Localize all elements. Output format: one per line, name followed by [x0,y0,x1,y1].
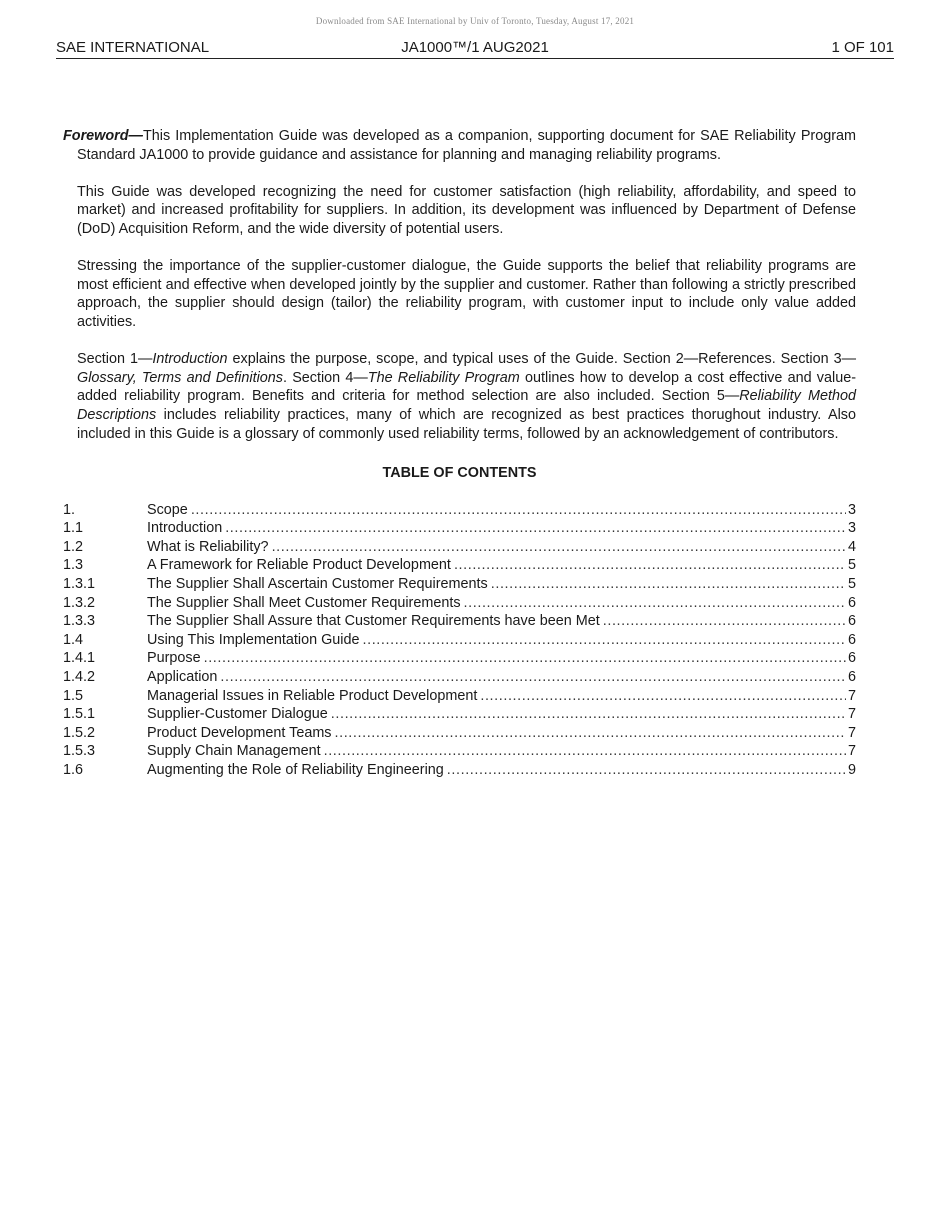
toc-entry-number: 1.6 [63,762,84,778]
toc-entry[interactable] [63,612,856,631]
toc-entry-number: 1.4 [63,631,84,648]
toc-entry-number: 1.3.1 [63,576,96,593]
toc-entry-page: 3 [847,520,856,537]
toc-dot-leader [603,612,846,631]
toc-entry-page: 6 [847,650,856,667]
toc-entry-title: The Supplier Shall Ascertain Customer Requirements [147,576,488,593]
toc-entry-title: Introduction [147,520,223,537]
toc-entry-title: Product Development Teams [147,724,332,741]
toc-dot-leader [324,742,846,761]
toc-entry-title: Scope [147,501,188,518]
toc-entry[interactable] [63,501,856,520]
toc-dot-leader [335,724,846,743]
toc-entry-page: 5 [847,576,856,593]
toc-entry-number: 1.5 [63,687,84,704]
toc-dot-leader [272,538,846,557]
section-1-title: Introduction [152,351,228,368]
toc-entry-page: 6 [847,613,856,630]
toc-entry[interactable] [63,668,856,687]
section-3-suffix: . Section 4— [282,369,368,386]
toc-entry[interactable] [63,705,856,724]
toc-entry[interactable] [63,538,856,557]
toc-entry-number: 1.4.1 [63,650,96,667]
toc-dot-leader [363,631,846,650]
toc-entry-title: The Supplier Shall Assure that Customer Requirements have been Met [147,613,600,630]
toc-entry-number: 1.1 [63,520,84,537]
toc-entry-page: 7 [847,743,856,760]
foreword-paragraph-3: Stressing the importance of the supplier-customer dialogue, the Guide supports the belief that reliability programs are most efficient and effective when developed jointly by the supplier and customer. Rather than following a strictly prescribed approach, the supplier should design (tailor) the reliability program, with customer input to include only value added activities. [77,258,856,330]
toc-entry-page: 7 [847,724,856,741]
toc-entry-number: 1.5.2 [63,724,96,741]
toc-entry[interactable] [63,761,856,780]
toc-entry[interactable] [63,594,856,613]
toc-entry-page: 7 [847,706,856,723]
section-5-description: includes reliability practices, many of which are recognized as best practices thorughout industry. Also included in this Guide is a glossary of commonly used reliability terms, followed by an acknowledgement of contributors. [77,406,856,442]
toc-entry[interactable] [63,724,856,743]
header-page-number: 1 OF 101 [831,39,894,56]
toc-dot-leader [454,556,846,575]
toc-entry[interactable] [63,631,856,650]
toc-entry-page: 4 [847,538,856,555]
toc-entry-title: Using This Implementation Guide [147,631,360,648]
page-header [56,38,894,59]
foreword-paragraph-1 [63,127,856,164]
toc-entry-number: 1. [63,501,76,518]
section-3-title: Glossary, Terms and Definitions [77,369,283,386]
toc-entry-title: Supply Chain Management [147,743,321,760]
toc-entry-number: 1.3.2 [63,594,96,611]
toc-entry[interactable] [63,575,856,594]
toc-dot-leader [480,687,846,706]
toc-entry-title: Augmenting the Role of Reliability Engineering [147,762,444,778]
foreword-paragraph-2: This Guide was developed recognizing the need for customer satisfaction (high reliability, affordability, and speed to market) and increased profitability for suppliers. In addition, its development was influenced by Department of Defense (DoD) Acquisition Reform, and the wide diversity of potential users. [77,183,856,237]
document-body [63,127,856,780]
toc-entry[interactable] [63,519,856,538]
toc-list [63,501,856,780]
toc-dot-leader [447,761,846,780]
toc-entry-number: 1.2 [63,538,84,555]
toc-entry[interactable] [63,649,856,668]
toc-dot-leader [331,705,846,724]
toc-entry-page: 6 [847,594,856,611]
header-organization: SAE INTERNATIONAL [56,39,210,56]
toc-entry-page: 7 [847,687,856,704]
toc-dot-leader [204,649,846,668]
foreword-text-1: This Implementation Guide was developed as a companion, supporting document for SAE Reliability Program Standard JA1000 to provide guidance and assistance for planning and managing reliability programs. [77,128,856,163]
toc-entry-title: What is Reliability? [147,538,269,555]
toc-entry-page: 5 [847,557,856,574]
toc-entry-page: 3 [847,501,856,518]
section-5-title: Reliability Method Descriptions [77,388,856,423]
foreword-paragraph-4 [63,350,856,443]
foreword-heading: Foreword— [63,128,143,144]
toc-entry-page: 6 [847,631,856,648]
toc-entry-title: Supplier-Customer Dialogue [147,706,328,723]
section-1-description: explains the purpose, scope, and typical uses of the Guide. Section 2—References. Section 3— [227,351,856,368]
toc-entry-title: Purpose [147,650,201,667]
toc-entry-title: The Supplier Shall Meet Customer Requirements [147,594,461,611]
toc-entry-number: 1.5.3 [63,743,96,760]
toc-entry[interactable] [63,556,856,575]
toc-entry[interactable] [63,742,856,761]
header-document-id: JA1000™/1 AUG2021 [401,39,549,56]
section-1-prefix: Section 1— [77,351,153,368]
toc-dot-leader [464,594,846,613]
toc-entry[interactable] [63,687,856,706]
toc-entry-page: 6 [847,669,856,686]
toc-dot-leader [220,668,846,687]
toc-entry-number: 1.3 [63,557,84,574]
toc-entry-page: 9 [847,762,856,778]
toc-entry-title: A Framework for Reliable Product Development [147,557,451,574]
section-4-title: The Reliability Program [367,369,520,386]
download-watermark: Downloaded from SAE International by Univ of Toronto, Tuesday, August 17, 2021 [315,16,635,26]
toc-entry-number: 1.4.2 [63,669,96,686]
toc-heading: TABLE OF CONTENTS [382,464,537,481]
toc-dot-leader [491,575,846,594]
toc-entry-title: Application [147,669,218,686]
toc-entry-number: 1.5.1 [63,706,96,723]
toc-entry-number: 1.3.3 [63,613,96,630]
toc-dot-leader [225,519,846,538]
toc-entry-title: Managerial Issues in Reliable Product Development [147,687,478,704]
section-4-description: outlines how to develop a cost effective and value-added reliability program. Benefits and criteria for method selection are also included. Section 5— [77,369,856,405]
toc-dot-leader [191,501,846,520]
